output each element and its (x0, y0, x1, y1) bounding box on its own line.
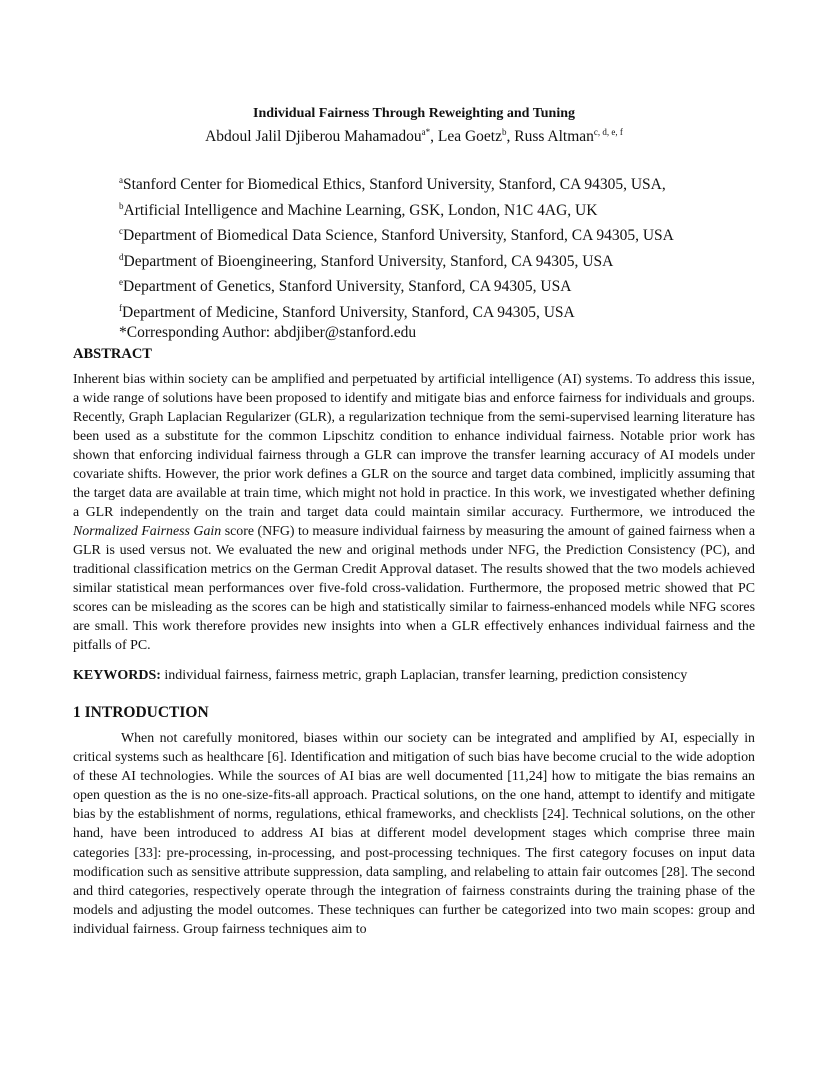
author-affil-mark: a* (421, 127, 431, 137)
affiliation (119, 247, 759, 273)
affil-mark: d (119, 251, 124, 262)
paper-title: Individual Fairness Through Reweighting and Tuning (253, 106, 575, 121)
affiliation (119, 170, 759, 196)
affil-mark: a (119, 175, 123, 185)
affiliation (119, 272, 759, 298)
abstract-text: score (NFG) to measure individual fairness by measuring the amount of gained fairness when a GLR is used versus not. We evaluated the new and original methods under NFG, the Prediction Consistency (PC), and traditional classification metrics on the German Credit Approval dataset. The results showed that the two models achieved similar statistical mean performances over five-fold cross-validation. Furthermore, the proposed metric showed that PC scores can be misleading as the scores can be high and statistically similar to fairness-enhanced models while NFG scores are small. This work therefore provides new insights into when a GLR effectively enhances individual fairness and the pitfalls of PC. (73, 524, 756, 653)
author-name: Russ Altman (514, 128, 594, 145)
affil-text: Department of Bioengineering, Stanford University, Stanford, CA 94305, USA (123, 252, 614, 270)
affil-text: Department of Genetics, Stanford University, Stanford, CA 94305, USA (123, 278, 572, 295)
author-affil-mark: c, d, e, f (593, 127, 623, 137)
author-affil-mark: b (501, 127, 507, 137)
author-name: Abdoul Jalil Djiberou Mahamadou (205, 128, 422, 145)
affil-text: Stanford Center for Biomedical Ethics, Stanford University, Stanford, CA 94305, USA, (123, 176, 666, 193)
corresponding-author: *Corresponding Author: abdjiber@stanford.edu (119, 324, 417, 341)
keywords-label: KEYWORDS: (73, 668, 161, 683)
author-separator: , (430, 128, 438, 145)
affiliation-list (119, 170, 759, 344)
affil-text: Department of Biomedical Data Science, Stanford University, Stanford, CA 94305, USA (123, 227, 674, 244)
keywords-line (73, 666, 763, 685)
affiliation (119, 221, 759, 247)
affil-mark: f (119, 302, 122, 313)
section-heading: 1 INTRODUCTION (73, 704, 209, 721)
abstract-italic-term: Normalized Fairness Gain (73, 524, 222, 539)
author-separator: , (506, 128, 515, 145)
keywords-text: individual fairness, fairness metric, graph Laplacian, transfer learning, prediction consistency (160, 668, 688, 683)
abstract-body (73, 370, 755, 655)
affil-mark: c (119, 226, 123, 236)
affil-mark: b (119, 200, 124, 211)
affiliation (119, 298, 759, 324)
section-body: When not carefully monitored, biases within our society can be integrated and amplified by AI, especially in critical systems such as healthcare [6]. Identification and mitigation of such bias have become crucial to the wide adoption of these AI technologies. While the sources of AI bias are well documented [11,24] how to mitigate the bias remains an open question as the is no one-size-fits-all approach. Practical solutions, on the one hand, attempt to identify and mitigate bias by the establishment of norms, regulations, ethical frameworks, and checklists [24]. Technical solutions, on the other hand, have been introduced to address AI bias at different model development stages which comprise three main categories [33]: pre-processing, in-processing, and post-processing techniques. The first category focuses on input data modification such as sensitive attribute suppression, data sampling, and relabeling to attain fair outcomes [28]. The second and third categories, respectively operate through the integration of fairness constraints during the training phase of the models and adjusting the model outcomes. These techniques can further be categorized into two main scopes: group and individual fairness. Group fairness techniques aim to (73, 731, 755, 937)
author-list (0, 127, 828, 146)
affil-text: Artificial Intelligence and Machine Learning, GSK, London, N1C 4AG, UK (123, 201, 598, 219)
author-name: Lea Goetz (437, 128, 502, 145)
abstract-text: Inherent bias within society can be amplified and perpetuated by artificial intelligence (AI) systems. To address this issue, a wide range of solutions have been proposed to identify and mitigate bias and enforce fairness for individuals and groups. Recently, Graph Laplacian Regularizer (GLR), a regularization technique from the semi-supervised learning literature has been used as a substitute for the common Lipschitz condition to enhance individual fairness. Notable prior work has shown that enforcing individual fairness through a GLR can improve the transfer learning accuracy of AI models under covariate shifts. However, the prior work defines a GLR on the source and target data combined, implicitly assuming that the target data are available at train time, which might not hold in practice. In this work, we investigated whether defining a GLR independently on the train and target data could maintain similar accuracy. Furthermore, we introduced the (73, 372, 755, 520)
affil-mark: e (119, 277, 123, 287)
affiliation (119, 196, 759, 222)
affil-text: Department of Medicine, Stanford University, Stanford, CA 94305, USA (122, 303, 575, 321)
abstract-heading: ABSTRACT (73, 346, 152, 362)
